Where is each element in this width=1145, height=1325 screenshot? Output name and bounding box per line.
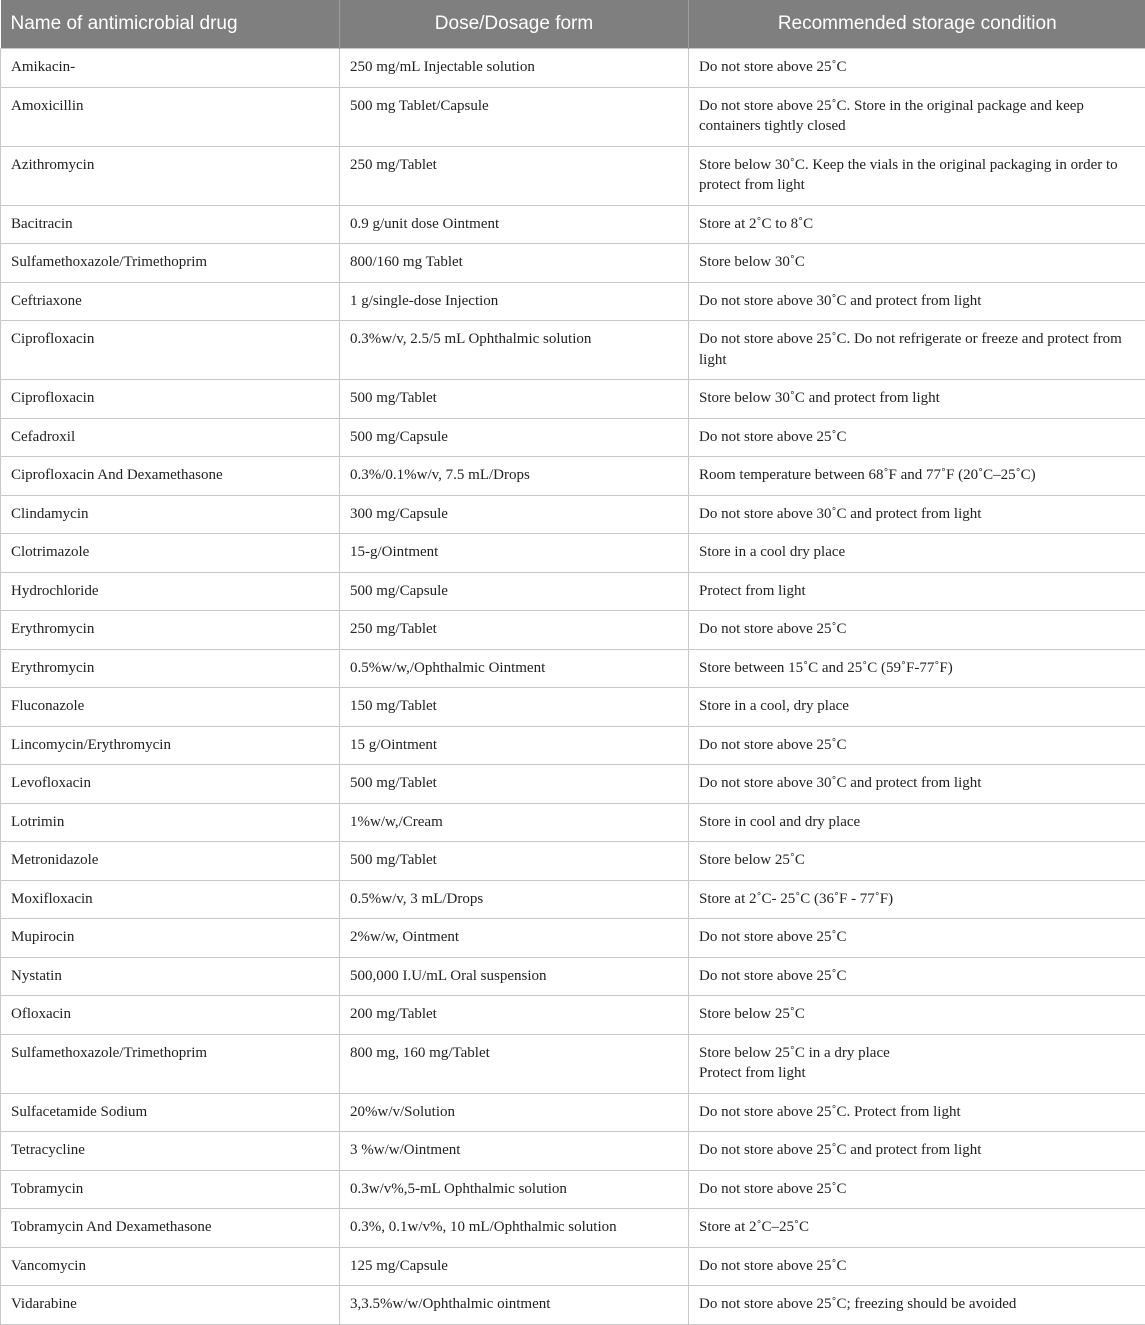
dose-form-cell: 300 mg/Capsule bbox=[340, 495, 689, 534]
table-row bbox=[1, 1034, 1145, 1093]
drug-name-cell: Bacitracin bbox=[1, 205, 340, 244]
table-row bbox=[1, 996, 1145, 1035]
storage-condition-cell: Do not store above 30˚C and protect from light bbox=[689, 765, 1145, 804]
dose-form-cell: 150 mg/Tablet bbox=[340, 688, 689, 727]
dose-form-cell: 0.5%w/w,/Ophthalmic Ointment bbox=[340, 649, 689, 688]
dose-form-cell: 3,3.5%w/w/Ophthalmic ointment bbox=[340, 1286, 689, 1325]
table-row bbox=[1, 1209, 1145, 1248]
drug-name-cell: Vancomycin bbox=[1, 1247, 340, 1286]
drug-name-cell: Mupirocin bbox=[1, 919, 340, 958]
dose-form-cell: 500 mg/Tablet bbox=[340, 842, 689, 881]
table-row bbox=[1, 842, 1145, 881]
drug-name-cell: Metronidazole bbox=[1, 842, 340, 881]
storage-condition-cell: Store below 30˚C and protect from light bbox=[689, 380, 1145, 419]
drug-name-cell: Hydrochloride bbox=[1, 572, 340, 611]
dose-form-cell: 250 mg/Tablet bbox=[340, 146, 689, 205]
table-header bbox=[1, 0, 1145, 49]
table-row bbox=[1, 649, 1145, 688]
dose-form-cell: 250 mg/mL Injectable solution bbox=[340, 49, 689, 88]
table-row bbox=[1, 688, 1145, 727]
drug-name-cell: Erythromycin bbox=[1, 649, 340, 688]
dose-form-cell: 0.3%/0.1%w/v, 7.5 mL/Drops bbox=[340, 457, 689, 496]
drug-name-cell: Ofloxacin bbox=[1, 996, 340, 1035]
storage-condition-cell: Do not store above 25˚C; freezing should be avoided bbox=[689, 1286, 1145, 1325]
storage-condition-cell: Do not store above 30˚C and protect from light bbox=[689, 282, 1145, 321]
drug-name-cell: Nystatin bbox=[1, 957, 340, 996]
table-row bbox=[1, 726, 1145, 765]
table-row bbox=[1, 880, 1145, 919]
drug-name-cell: Erythromycin bbox=[1, 611, 340, 650]
dose-form-cell: 0.3%w/v, 2.5/5 mL Ophthalmic solution bbox=[340, 321, 689, 380]
table-row bbox=[1, 380, 1145, 419]
dose-form-cell: 20%w/v/Solution bbox=[340, 1093, 689, 1132]
storage-condition-cell: Store between 15˚C and 25˚C (59˚F-77˚F) bbox=[689, 649, 1145, 688]
storage-condition-cell: Do not store above 25˚C. Protect from light bbox=[689, 1093, 1145, 1132]
storage-condition-cell: Store at 2˚C–25˚C bbox=[689, 1209, 1145, 1248]
dose-form-cell: 500 mg/Capsule bbox=[340, 572, 689, 611]
table-row bbox=[1, 957, 1145, 996]
table-row bbox=[1, 321, 1145, 380]
table-row bbox=[1, 205, 1145, 244]
drug-name-cell: Fluconazole bbox=[1, 688, 340, 727]
drug-name-cell: Vidarabine bbox=[1, 1286, 340, 1325]
dose-form-cell: 200 mg/Tablet bbox=[340, 996, 689, 1035]
drug-name-cell: Tobramycin And Dexamethasone bbox=[1, 1209, 340, 1248]
storage-condition-cell: Store at 2˚C to 8˚C bbox=[689, 205, 1145, 244]
table-body bbox=[1, 49, 1145, 1325]
header-drug-name: Name of antimicrobial drug bbox=[1, 0, 340, 49]
dose-form-cell: 800 mg, 160 mg/Tablet bbox=[340, 1034, 689, 1093]
table-row bbox=[1, 803, 1145, 842]
drug-name-cell: Sulfamethoxazole/Trimethoprim bbox=[1, 1034, 340, 1093]
storage-condition-cell: Do not store above 25˚C. Store in the original package and keep containers tightly closed bbox=[689, 87, 1145, 146]
dose-form-cell: 500 mg Tablet/Capsule bbox=[340, 87, 689, 146]
dose-form-cell: 800/160 mg Tablet bbox=[340, 244, 689, 283]
table-row bbox=[1, 49, 1145, 88]
table-row bbox=[1, 495, 1145, 534]
dose-form-cell: 500,000 I.U/mL Oral suspension bbox=[340, 957, 689, 996]
drug-name-cell: Ciprofloxacin And Dexamethasone bbox=[1, 457, 340, 496]
table-row bbox=[1, 282, 1145, 321]
storage-condition-cell: Do not store above 30˚C and protect from light bbox=[689, 495, 1145, 534]
dose-form-cell: 1%w/w,/Cream bbox=[340, 803, 689, 842]
storage-condition-cell: Do not store above 25˚C bbox=[689, 1247, 1145, 1286]
storage-condition-cell: Store at 2˚C- 25˚C (36˚F - 77˚F) bbox=[689, 880, 1145, 919]
table-row bbox=[1, 1170, 1145, 1209]
header-storage-condition: Recommended storage condition bbox=[689, 0, 1145, 49]
storage-condition-cell: Do not store above 25˚C bbox=[689, 49, 1145, 88]
drug-name-cell: Ciprofloxacin bbox=[1, 321, 340, 380]
storage-condition-cell: Protect from light bbox=[689, 572, 1145, 611]
drug-name-cell: Tetracycline bbox=[1, 1132, 340, 1171]
storage-condition-cell: Store below 30˚C. Keep the vials in the original packaging in order to protect from light bbox=[689, 146, 1145, 205]
dose-form-cell: 500 mg/Capsule bbox=[340, 418, 689, 457]
table-row bbox=[1, 87, 1145, 146]
storage-condition-cell: Do not store above 25˚C and protect from light bbox=[689, 1132, 1145, 1171]
drug-name-cell: Moxifloxacin bbox=[1, 880, 340, 919]
dose-form-cell: 0.9 g/unit dose Ointment bbox=[340, 205, 689, 244]
table-row bbox=[1, 919, 1145, 958]
drug-name-cell: Lotrimin bbox=[1, 803, 340, 842]
table-row bbox=[1, 1132, 1145, 1171]
drug-name-cell: Azithromycin bbox=[1, 146, 340, 205]
header-dose-form: Dose/Dosage form bbox=[340, 0, 689, 49]
drug-name-cell: Clindamycin bbox=[1, 495, 340, 534]
dose-form-cell: 0.3w/v%,5-mL Ophthalmic solution bbox=[340, 1170, 689, 1209]
table-row bbox=[1, 765, 1145, 804]
drug-name-cell: Lincomycin/Erythromycin bbox=[1, 726, 340, 765]
table-row bbox=[1, 534, 1145, 573]
table-row bbox=[1, 146, 1145, 205]
dose-form-cell: 3 %w/w/Ointment bbox=[340, 1132, 689, 1171]
header-row bbox=[1, 0, 1145, 49]
storage-condition-cell: Store in a cool dry place bbox=[689, 534, 1145, 573]
storage-condition-cell: Store below 25˚C bbox=[689, 842, 1145, 881]
storage-condition-cell: Do not store above 25˚C bbox=[689, 919, 1145, 958]
dose-form-cell: 2%w/w, Ointment bbox=[340, 919, 689, 958]
storage-condition-cell: Do not store above 25˚C bbox=[689, 418, 1145, 457]
storage-condition-cell: Do not store above 25˚C bbox=[689, 611, 1145, 650]
drug-name-cell: Sulfamethoxazole/Trimethoprim bbox=[1, 244, 340, 283]
storage-condition-cell: Store below 30˚C bbox=[689, 244, 1145, 283]
dose-form-cell: 15 g/Ointment bbox=[340, 726, 689, 765]
table-row bbox=[1, 572, 1145, 611]
drug-name-cell: Amikacin- bbox=[1, 49, 340, 88]
storage-condition-cell: Store in a cool, dry place bbox=[689, 688, 1145, 727]
table-row bbox=[1, 457, 1145, 496]
drug-name-cell: Tobramycin bbox=[1, 1170, 340, 1209]
drug-name-cell: Ceftriaxone bbox=[1, 282, 340, 321]
drug-name-cell: Amoxicillin bbox=[1, 87, 340, 146]
drug-name-cell: Cefadroxil bbox=[1, 418, 340, 457]
dose-form-cell: 250 mg/Tablet bbox=[340, 611, 689, 650]
dose-form-cell: 125 mg/Capsule bbox=[340, 1247, 689, 1286]
table-row bbox=[1, 1093, 1145, 1132]
drug-name-cell: Ciprofloxacin bbox=[1, 380, 340, 419]
storage-condition-cell: Store below 25˚C in a dry place Protect from light bbox=[689, 1034, 1145, 1093]
table-row bbox=[1, 1286, 1145, 1325]
storage-condition-cell: Do not store above 25˚C bbox=[689, 957, 1145, 996]
table-row bbox=[1, 244, 1145, 283]
dose-form-cell: 15-g/Ointment bbox=[340, 534, 689, 573]
storage-condition-cell: Do not store above 25˚C. Do not refrigerate or freeze and protect from light bbox=[689, 321, 1145, 380]
dose-form-cell: 0.3%, 0.1w/v%, 10 mL/Ophthalmic solution bbox=[340, 1209, 689, 1248]
dose-form-cell: 0.5%w/v, 3 mL/Drops bbox=[340, 880, 689, 919]
storage-condition-cell: Do not store above 25˚C bbox=[689, 726, 1145, 765]
dose-form-cell: 500 mg/Tablet bbox=[340, 380, 689, 419]
storage-condition-cell: Do not store above 25˚C bbox=[689, 1170, 1145, 1209]
drug-name-cell: Sulfacetamide Sodium bbox=[1, 1093, 340, 1132]
table-row bbox=[1, 611, 1145, 650]
storage-condition-cell: Store below 25˚C bbox=[689, 996, 1145, 1035]
table-row bbox=[1, 1247, 1145, 1286]
storage-condition-cell: Room temperature between 68˚F and 77˚F (20˚C–25˚C) bbox=[689, 457, 1145, 496]
table-row bbox=[1, 418, 1145, 457]
dose-form-cell: 500 mg/Tablet bbox=[340, 765, 689, 804]
dose-form-cell: 1 g/single-dose Injection bbox=[340, 282, 689, 321]
drug-name-cell: Clotrimazole bbox=[1, 534, 340, 573]
storage-condition-cell: Store in cool and dry place bbox=[689, 803, 1145, 842]
drug-name-cell: Levofloxacin bbox=[1, 765, 340, 804]
